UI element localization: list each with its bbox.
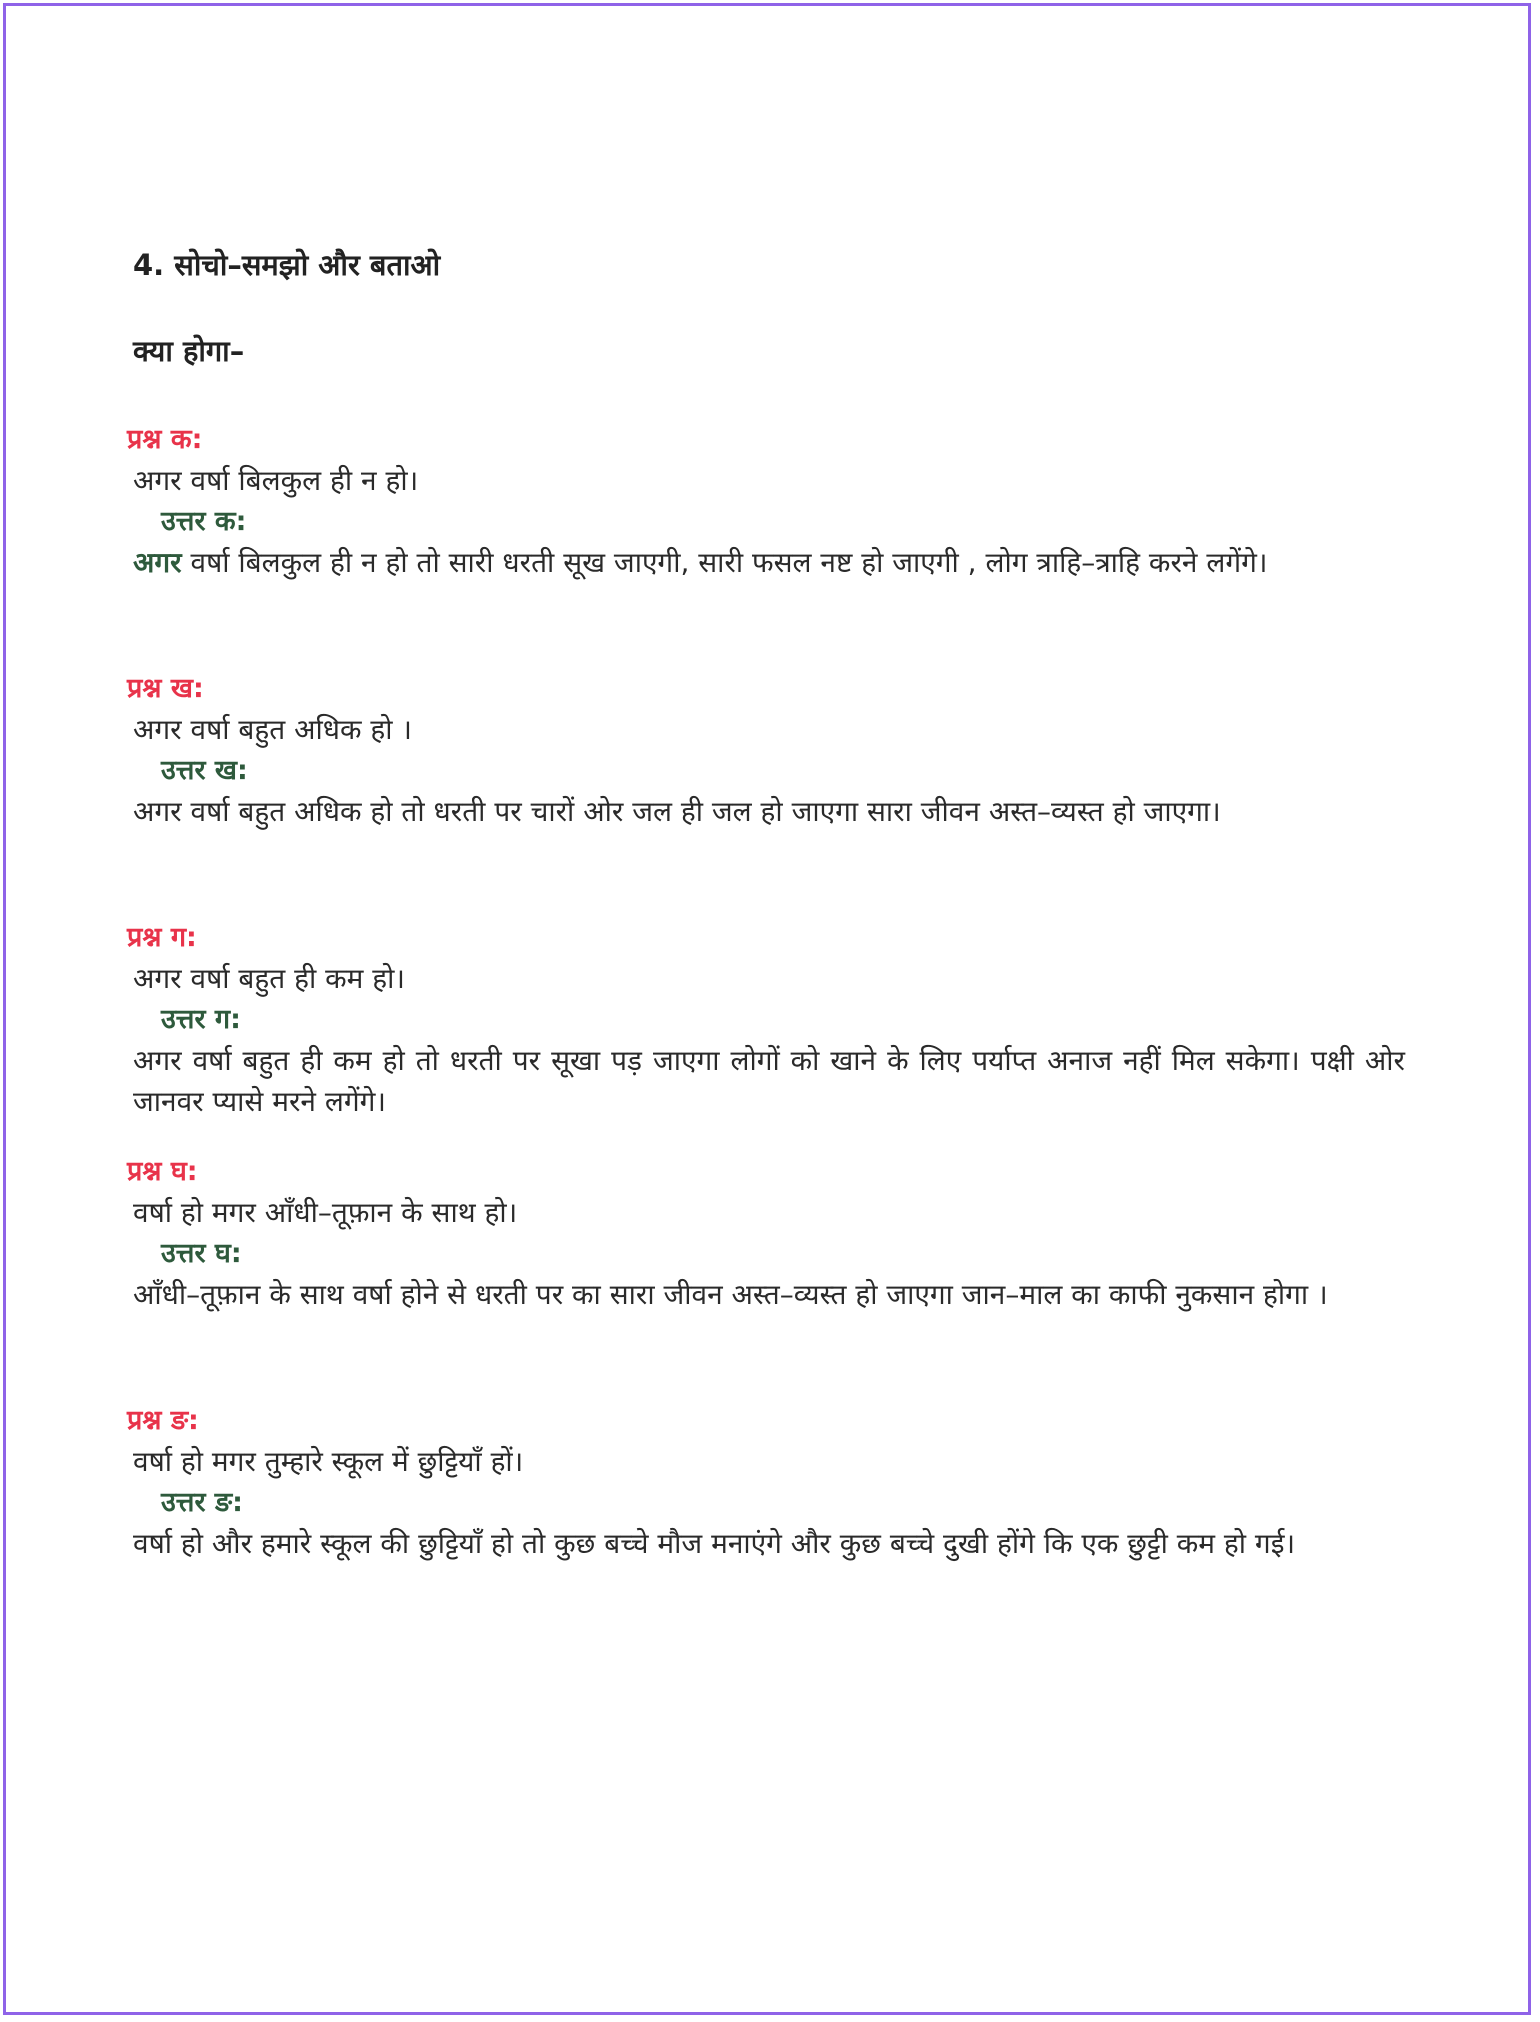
question-label: प्रश्न ख:: [127, 673, 204, 704]
answer-label: उत्तर ङ:: [161, 1487, 243, 1518]
exercise-subheading: क्या होगा–: [133, 334, 245, 368]
answer-text: आँधी–तूफ़ान के साथ वर्षा होने से धरती पर का सारा जीवन अस्त–व्यस्त हो जाएगा जान–माल का काफी नुकसान होगा ।: [133, 1278, 1328, 1311]
answer-label: उत्तर ख:: [161, 755, 248, 786]
qa-item-nga: [127, 1401, 1405, 1564]
answer-label: उत्तर घ:: [161, 1238, 242, 1269]
answer-text: अगर वर्षा बहुत ही कम हो तो धरती पर सूखा पड़ जाएगा लोगों को खाने के लिए पर्याप्त अनाज नहीं मिल सकेगा। पक्षी ओर जानवर प्यासे मरने लगेंगे।: [133, 1044, 1405, 1118]
answer-text: [133, 542, 1405, 583]
answer-label: उत्तर ग:: [161, 1004, 241, 1035]
question-text: अगर वर्षा बहुत ही कम हो।: [133, 962, 406, 995]
question-text: वर्षा हो मगर तुम्हारे स्कूल में छुट्टियॉं हों।: [133, 1445, 524, 1478]
qa-item-gha: [127, 1152, 1405, 1315]
exercise-heading: 4. सोचो–समझो और बताओ: [133, 248, 441, 282]
answer-body: वर्षा बिलकुल ही न हो तो सारी धरती सूख जाएगी, सारी फसल नष्ट हो जाएगी , लोग त्राहि–त्राहि करने लगेंगे।: [181, 546, 1268, 579]
question-label: प्रश्न घ:: [127, 1156, 198, 1187]
answer-text: वर्षा हो और हमारे स्कूल की छुट्टियॉं हो तो कुछ बच्चे मौज मनाएंगे और कुछ बच्चे दुखी होंगे कि एक छुट्टी कम हो गई।: [133, 1527, 1296, 1560]
qa-item-kha: [127, 669, 1405, 832]
question-text: वर्षा हो मगर आँधी–तूफ़ान के साथ हो।: [133, 1196, 518, 1229]
question-label: प्रश्न क:: [127, 424, 203, 455]
question-label: प्रश्न ग:: [127, 922, 197, 953]
qa-item-ga: [127, 918, 1405, 1122]
qa-item-ka: [127, 420, 1405, 583]
question-text: अगर वर्षा बहुत अधिक हो ।: [133, 713, 413, 746]
question-text: अगर वर्षा बिलकुल ही न हो।: [133, 464, 419, 497]
answer-label: उत्तर क:: [161, 506, 247, 537]
question-label: प्रश्न ङ:: [127, 1405, 199, 1436]
answer-text: अगर वर्षा बहुत अधिक हो तो धरती पर चारों ओर जल ही जल हो जाएगा सारा जीवन अस्त–व्यस्त हो जाएगा।: [133, 795, 1221, 828]
answer-lead: अगर: [133, 546, 182, 579]
document-content: [127, 245, 1405, 1560]
